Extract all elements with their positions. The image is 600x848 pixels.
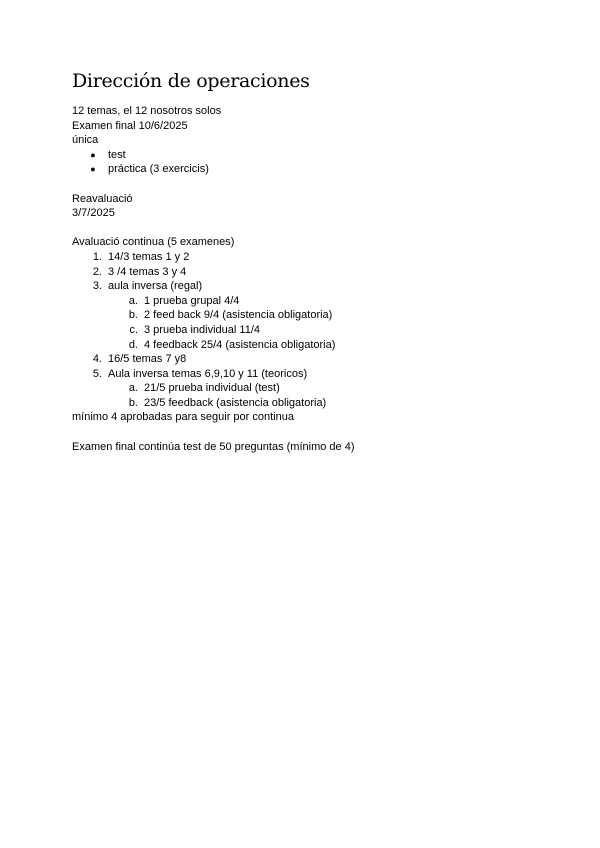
list-item-text: 2 feed back 9/4 (asistencia obligatoria) — [144, 309, 333, 322]
list-item-text: 21/5 prueba individual (test) — [144, 382, 280, 395]
list-item-text: 14/3 temas 1 y 2 — [108, 250, 190, 263]
list-marker: a. — [128, 382, 138, 395]
list-item-4 — [72, 352, 552, 367]
sublist-item-3a — [72, 294, 552, 309]
bullet-text: práctica (3 exercicis) — [108, 163, 209, 176]
bullet-item-test — [72, 148, 552, 163]
continua-heading: Avaluació continua (5 examenes) — [72, 236, 235, 249]
sublist-item-5b — [72, 396, 552, 411]
bullet-text: test — [108, 148, 126, 161]
list-item-1 — [72, 250, 552, 265]
list-marker: a. — [128, 294, 138, 307]
bullet-item-practica — [72, 162, 552, 177]
list-item-text: 16/5 temas 7 y8 — [108, 353, 187, 366]
list-item-text: Aula inversa temas 6,9,10 y 11 (teoricos) — [108, 367, 308, 380]
document-title: Dirección de operaciones — [72, 70, 310, 92]
sublist-item-3c — [72, 323, 552, 338]
intro-line-final-exam: Examen final 10/6/2025 — [72, 119, 188, 132]
list-marker: 2. — [92, 265, 102, 278]
sublist-item-5a — [72, 381, 552, 396]
list-item-text: aula inversa (regal) — [108, 280, 203, 293]
spacer — [72, 221, 552, 236]
final-exam-note: Examen final continúa test de 50 preguntas (mínimo de 4) — [72, 440, 355, 453]
list-item-text: 3 prueba individual 11/4 — [144, 323, 260, 336]
bullet-icon: ● — [90, 164, 96, 175]
spacer — [72, 425, 552, 440]
list-item-text: 3 /4 temas 3 y 4 — [108, 265, 187, 278]
list-marker: d. — [128, 338, 138, 351]
intro-line-unica: única — [72, 134, 99, 147]
spacer — [72, 177, 552, 192]
list-item-text: 23/5 feedback (asistencia obligatoria) — [144, 396, 327, 409]
list-item-5 — [72, 367, 552, 382]
list-marker: b. — [128, 396, 138, 409]
sublist-item-3d — [72, 338, 552, 353]
list-marker: b. — [128, 309, 138, 322]
intro-line-topics: 12 temas, el 12 nosotros solos — [72, 105, 222, 117]
list-item-3 — [72, 279, 552, 294]
list-item-2 — [72, 265, 552, 280]
reeval-date: 3/7/2025 — [72, 207, 115, 220]
list-item-text: 1 prueba grupal 4/4 — [144, 294, 240, 307]
continua-note: mínimo 4 aprobadas para seguir por continua — [72, 411, 294, 424]
sublist-item-3b — [72, 308, 552, 323]
document-page — [72, 70, 552, 454]
list-marker: c. — [129, 323, 138, 336]
list-marker: 4. — [92, 353, 102, 366]
bullet-icon: ● — [90, 149, 96, 160]
reeval-label: Reavaluació — [72, 192, 133, 205]
list-item-text: 4 feedback 25/4 (asistencia obligatoria) — [144, 338, 336, 351]
list-marker: 5. — [92, 367, 102, 380]
list-marker: 3. — [92, 280, 102, 293]
list-marker: 1. — [92, 250, 102, 263]
